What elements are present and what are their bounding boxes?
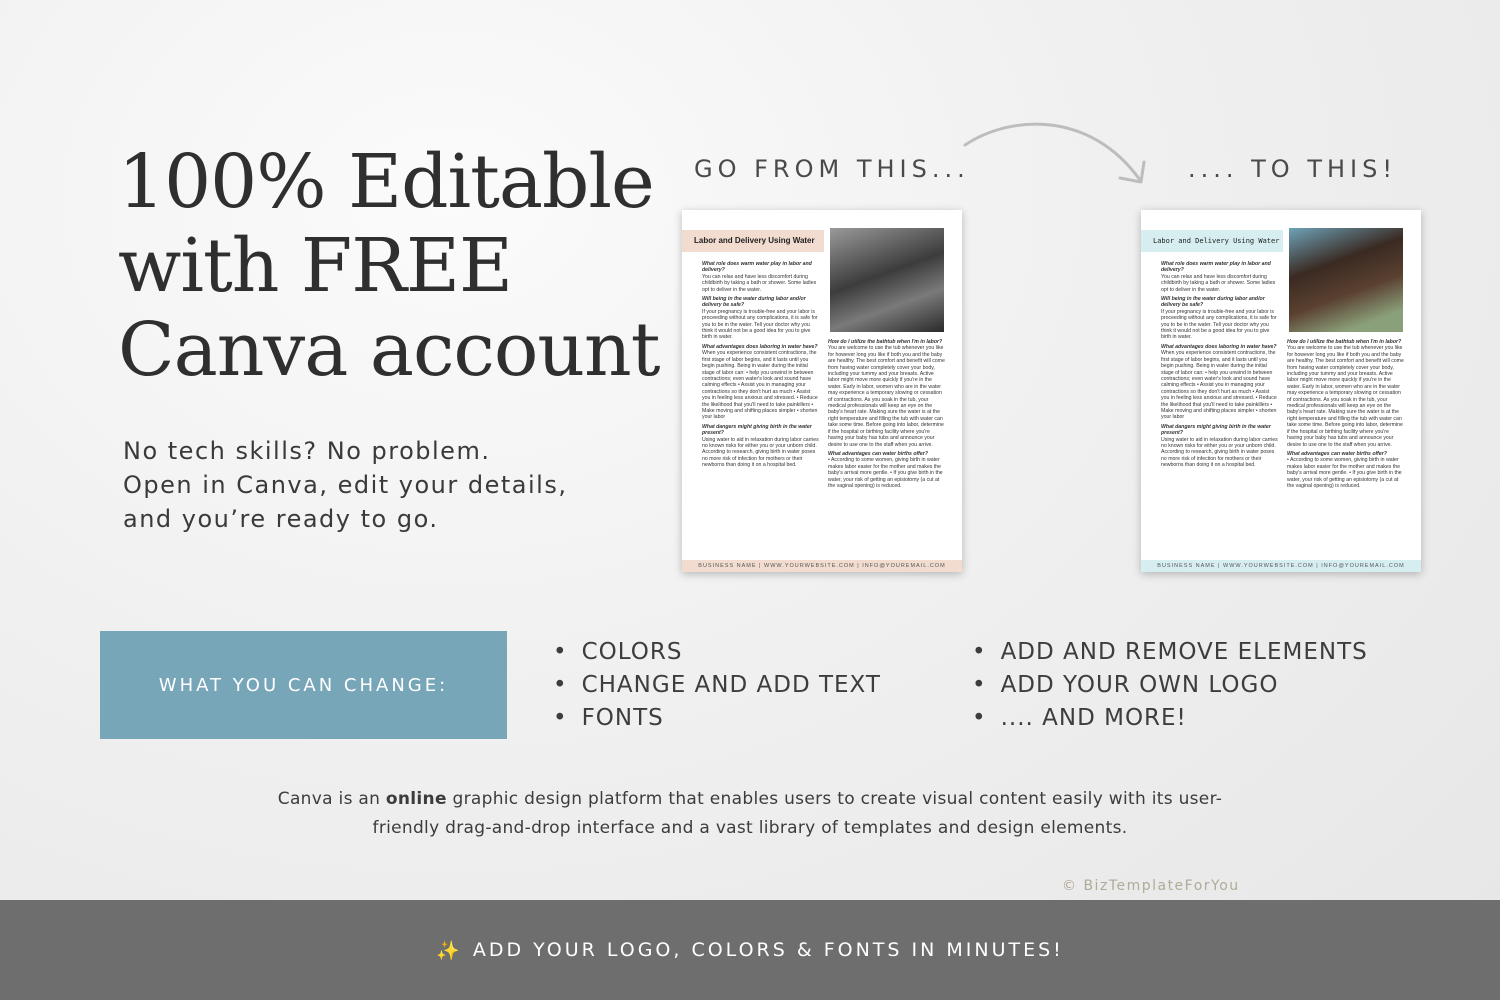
what-you-can-change-box: WHAT YOU CAN CHANGE: — [100, 631, 507, 739]
subtext-line-3: and you’re ready to go. — [123, 505, 439, 533]
doc-right-column — [1287, 336, 1405, 489]
doc-question: Will being in the water during labor and/or delivery be safe? — [702, 296, 806, 309]
banner-text: ADD YOUR LOGO, COLORS & FONTS IN MINUTES! — [472, 939, 1064, 961]
label-to: .... TO THIS! — [1188, 155, 1397, 183]
description-suffix: graphic design platform that enables users to create visual content easily with its user-friendly drag-and-drop interface and a vast library of templates and design elements. — [372, 789, 1223, 838]
curved-arrow-icon — [960, 110, 1160, 190]
doc-right-column — [828, 336, 946, 489]
doc-question: What advantages can water births offer? — [1287, 450, 1387, 457]
document-preview-before — [682, 210, 962, 572]
feature-item: • COLORS — [553, 636, 881, 669]
feature-item: • CHANGE AND ADD TEXT — [553, 669, 881, 702]
doc-answer: Using water to aid in relaxation during labor carries no known risks for either you or your unborn child. According to research, giving birth in water poses no more risk of infection for mothers or their newborns than doing it on a hospital bed. — [1161, 436, 1278, 469]
doc-answer: You can relax and have less discomfort during childbirth by taking a bath or shower. Some ladies opt to deliver in the water. — [1161, 273, 1276, 293]
doc-answer: You are welcome to use the tub whenever you like for however long you like if both you and the baby are healthy. The best comfort and benefit will come from having water completely cover your body, including your tummy and your breasts. Active labor might move more quickly if you're in the water. Early in labor, women who are in the water may experience a temporary slowing or cessation of contractions. As you soak in the tub, your medical professionals will keep an eye on the baby's heart rate. Making sure the water is at the right temperature and filling the tub with water can take some time. Before going into labor, determine if the hospital or birthing facility where you're having your baby has tubs and announce your desire to use one to the staff when you arrive. — [828, 345, 945, 448]
doc-question: How do I utilize the bathtub when I'm in labor? — [1287, 339, 1402, 345]
headline-line-2: with FREE — [118, 223, 513, 309]
doc-footer: BUSINESS NAME | WWW.YOURWEBSITE.COM | INFO@YOUREMAIL.COM — [1141, 560, 1421, 572]
bottom-banner — [0, 900, 1500, 1000]
doc-answer: You are welcome to use the tub whenever you like for however long you like if both you and the baby are healthy. The best comfort and benefit will come from having water completely cover your body, including your tummy and your breasts. Active labor might move more quickly if you're in the water. Early in labor, women who are in the water may experience a temporary slowing or cessation of contractions. As you soak in the tub, your medical professionals will keep an eye on the baby's heart rate. Making sure the water is at the right temperature and filling the tub with water can take some time. Before going into labor, determine if the hospital or birthing facility where you're having your baby has tubs and announce your desire to use one to the staff when you arrive. — [1287, 345, 1404, 448]
doc-answer: If your pregnancy is trouble-free and your labor is proceeding without any complications, it is safe for you to be in the water. Tell your doctor why you think it would not be a good idea for you to give birth in water. — [1161, 308, 1277, 341]
doc-title: Labor and Delivery Using Water — [1141, 230, 1283, 252]
doc-left-column — [1161, 258, 1279, 469]
label-from: GO FROM THIS... — [694, 155, 970, 183]
doc-footer: BUSINESS NAME | WWW.YOURWEBSITE.COM | INFO@YOUREMAIL.COM — [682, 560, 962, 572]
headline — [118, 140, 678, 392]
doc-answer: • According to some women, giving birth in water makes labor easier for the mother and makes the baby's arrival more gentle. • If you give birth in the water, your risk of getting an episiotomy (a cut at the vaginal opening) is reduced. — [828, 457, 943, 489]
doc-answer: • According to some women, giving birth in water makes labor easier for the mother and makes the baby's arrival more gentle. • If you give birth in the water, your risk of getting an episiotomy (a cut at the vaginal opening) is reduced. — [1287, 457, 1402, 489]
doc-question: What advantages does laboring in water have? — [1161, 343, 1277, 350]
doc-question: What dangers might giving birth in the water present? — [702, 423, 812, 437]
feature-item: • FONTS — [553, 702, 881, 735]
subtext — [123, 434, 643, 536]
description-bold: online — [385, 789, 447, 809]
subtext-line-1: No tech skills? No problem. — [123, 437, 491, 465]
doc-photo — [1289, 228, 1403, 332]
doc-question: What advantages does laboring in water have? — [702, 343, 818, 350]
doc-answer: Using water to aid in relaxation during labor carries no known risks for either you or your unborn child. According to research, giving birth in water poses no more risk of infection for mothers or their newborns than doing it on a hospital bed. — [702, 436, 819, 469]
doc-answer: If your pregnancy is trouble-free and your labor is proceeding without any complications, it is safe for you to be in the water. Tell your doctor why you think it would not be a good idea for you to give birth in water. — [702, 308, 818, 341]
doc-photo — [830, 228, 944, 332]
doc-title: Labor and Delivery Using Water — [682, 230, 824, 252]
feature-item: • ADD YOUR OWN LOGO — [972, 669, 1368, 702]
copyright: © BizTemplateForYou — [1062, 878, 1240, 894]
subtext-line-2: Open in Canva, edit your details, — [123, 471, 568, 499]
doc-left-column — [702, 258, 820, 469]
canva-description — [250, 785, 1250, 843]
sparkles-icon: ✨ — [436, 939, 463, 962]
doc-question: What advantages can water births offer? — [828, 450, 928, 457]
doc-answer: When you experience consistent contractions, the first stage of labor begins, and it lasts until you begin pushing. Being in water during the initial stage of labor can: • help you unwind in between contractions; even water's look and sound have calming effects • Assist you in managing your contractions so they don't hurt as much • Assist you in feeling less anxious and stressed. • Reduce the likelihood that you'll need to take painkillers • Make moving and shifting places simpler • shorten your labor — [1161, 350, 1277, 421]
description-prefix: Canva is an — [277, 789, 386, 809]
doc-question: What dangers might giving birth in the water present? — [1161, 423, 1271, 437]
doc-question: Will being in the water during labor and/or delivery be safe? — [1161, 296, 1265, 309]
feature-item: • ADD AND REMOVE ELEMENTS — [972, 636, 1368, 669]
feature-list-2 — [972, 636, 1368, 735]
doc-answer: When you experience consistent contractions, the first stage of labor begins, and it lasts until you begin pushing. Being in water during the initial stage of labor can: • help you unwind in between contractions; even water's look and sound have calming effects • Assist you in managing your contractions so they don't hurt as much • Assist you in feeling less anxious and stressed. • Reduce the likelihood that you'll need to take painkillers • Make moving and shifting places simpler • shorten your labor — [702, 350, 818, 421]
doc-question: What role does warm water play in labor and delivery? — [702, 261, 812, 274]
doc-answer: You can relax and have less discomfort during childbirth by taking a bath or shower. Some ladies opt to deliver in the water. — [702, 273, 817, 293]
feature-item: • .... AND MORE! — [972, 702, 1368, 735]
headline-line-3: Canva account — [118, 307, 660, 393]
doc-question: How do I utilize the bathtub when I'm in labor? — [828, 339, 943, 345]
headline-line-1: 100% Editable — [118, 139, 654, 225]
doc-question: What role does warm water play in labor and delivery? — [1161, 261, 1271, 274]
document-preview-after — [1141, 210, 1421, 572]
feature-list-1 — [553, 636, 881, 735]
